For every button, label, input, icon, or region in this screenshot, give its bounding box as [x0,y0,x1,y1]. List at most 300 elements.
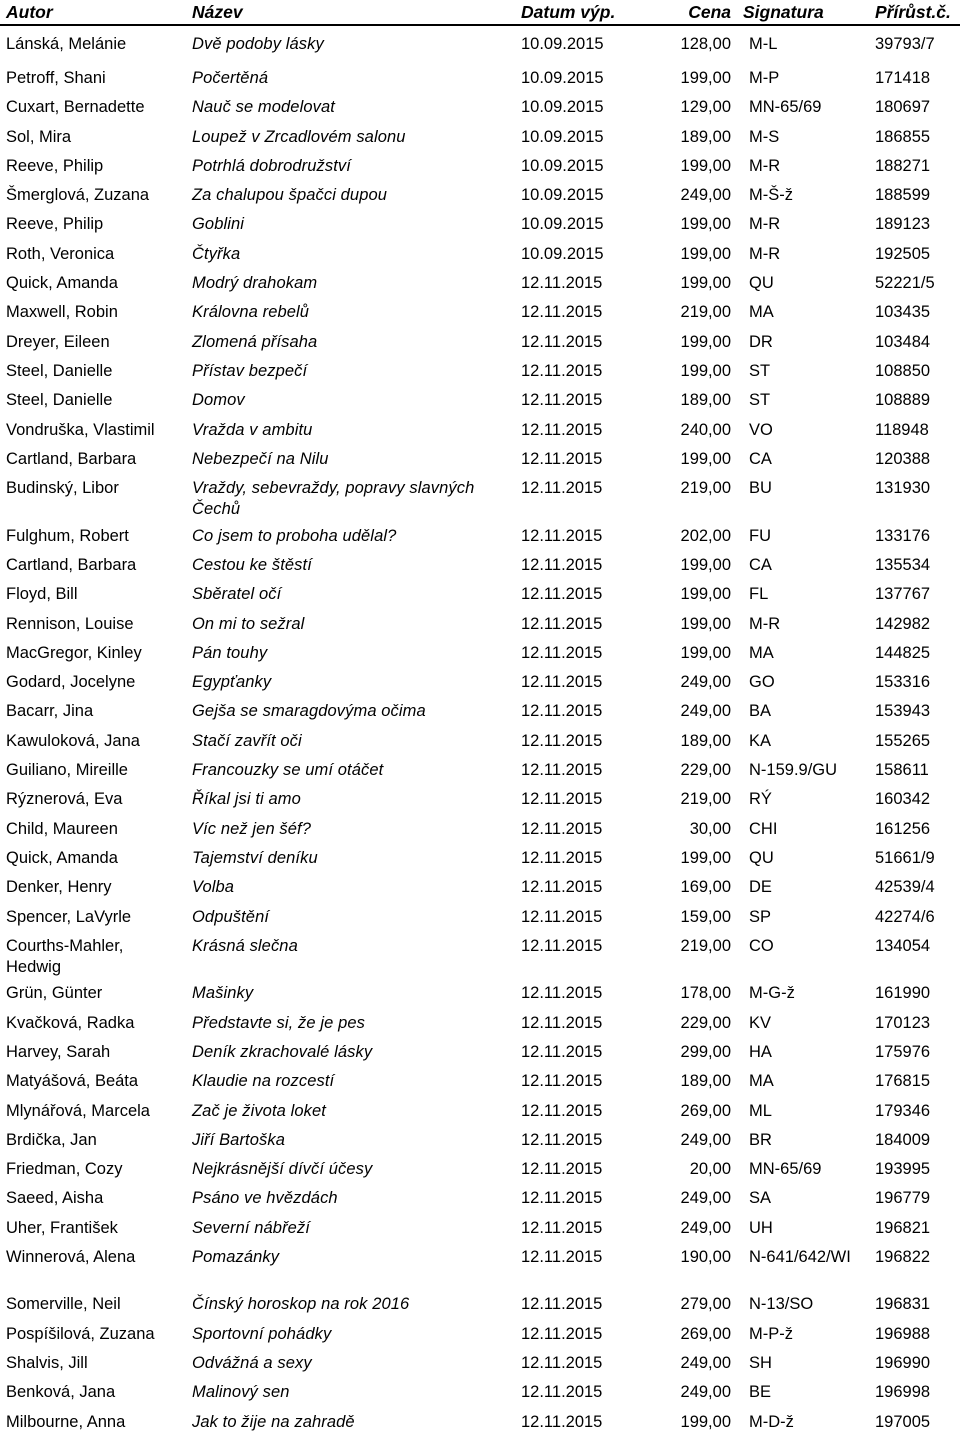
cell-signatura: BA [749,702,772,721]
table-row [0,641,960,670]
cell-signatura: SP [749,907,772,926]
table-row [0,1410,960,1439]
cell-nazev: Domov [192,391,245,410]
cell-cena: 229,00 [680,1013,731,1032]
cell-prirust: 186855 [875,127,931,146]
cell-autor: Benková, Jana [6,1383,116,1402]
cell-autor: Reeve, Philip [6,215,104,234]
cell-datum: 12.11.2015 [521,1189,603,1208]
cell-cena: 199,00 [680,555,731,574]
cell-datum: 12.11.2015 [521,702,603,721]
table-row [0,787,960,816]
cell-prirust: 137767 [875,585,931,604]
cell-nazev: Francouzky se umí otáčet [192,761,384,780]
cell-autor: Fulghum, Robert [6,526,129,545]
cell-cena: 199,00 [680,156,731,175]
cell-cena: 249,00 [680,1354,731,1373]
cell-signatura: ST [749,391,771,410]
cell-datum: 12.11.2015 [521,819,603,838]
cell-cena: 249,00 [680,673,731,692]
cell-signatura: M-P [749,69,780,87]
cell-autor: Reeve, Philip [6,156,104,175]
cell-autor: Spencer, LaVyrle [6,907,132,926]
cell-prirust: 134054 [875,936,931,955]
cell-nazev: Co jsem to proboha udělal? [192,526,397,545]
cell-prirust: 196831 [875,1295,931,1314]
cell-cena: 128,00 [680,35,731,53]
table-row [0,95,960,124]
header-autor: Autor [0,0,186,25]
cell-datum: 10.09.2015 [521,69,604,87]
cell-datum: 12.11.2015 [521,1412,603,1431]
cell-signatura: QU [749,848,774,867]
cell-prirust: 160342 [875,790,931,809]
table-row [0,447,960,476]
cell-signatura: M-D-ž [749,1412,794,1431]
cell-nazev: Egypťanky [192,673,272,692]
cell-cena: 249,00 [680,1189,731,1208]
cell-signatura: BU [749,479,772,498]
cell-nazev: Krásná slečna [192,936,298,955]
cell-nazev: Klaudie na rozcestí [192,1072,335,1091]
header-signatura: Signatura [737,0,857,25]
cell-autor: Steel, Danielle [6,391,113,410]
cell-prirust: 180697 [875,98,931,117]
cell-cena: 199,00 [680,585,731,604]
table-row [0,1128,960,1157]
header-row [0,0,960,25]
cell-signatura: FU [749,526,771,545]
cell-datum: 12.11.2015 [521,1130,603,1149]
cell-autor: Sol, Mira [6,127,72,146]
cell-cena: 199,00 [680,361,731,380]
cell-cena: 178,00 [680,984,731,1003]
cell-autor: Roth, Veronica [6,244,115,263]
cell-nazev: Dvě podoby lásky [192,35,324,53]
cell-autor: MacGregor, Kinley [6,643,142,662]
cell-nazev: Zlomená přísaha [192,332,318,351]
cell-signatura: QU [749,274,774,293]
cell-signatura: RÝ [749,790,772,809]
cell-prirust: 193995 [875,1160,931,1179]
cell-prirust: 144825 [875,643,931,662]
cell-cena: 189,00 [680,127,731,146]
cell-nazev: Nebezpečí na Nilu [192,449,329,468]
cell-nazev: Přístav bezpečí [192,361,308,380]
cell-cena: 189,00 [680,391,731,410]
cell-datum: 12.11.2015 [521,1354,603,1373]
table-row [0,981,960,1010]
cell-prirust: 133176 [875,526,931,545]
table-header [0,0,960,25]
cell-nazev: Jak to žije na zahradě [192,1412,355,1431]
cell-cena: 129,00 [680,98,731,117]
table-row [0,1011,960,1040]
cell-signatura: MA [749,303,774,322]
cell-prirust: 196821 [875,1218,931,1237]
cell-prirust: 108889 [875,391,931,410]
cell-autor: Godard, Jocelyne [6,673,136,692]
cell-autor: Kvačková, Radka [6,1013,135,1032]
cell-datum: 12.11.2015 [521,420,603,439]
table-row [0,1292,960,1321]
header-nazev: Název [186,0,515,25]
cell-prirust: 108850 [875,361,931,380]
cell-datum: 10.09.2015 [521,35,604,53]
cell-signatura: GO [749,673,775,692]
cell-nazev: Říkal jsi ti amo [192,790,301,809]
cell-cena: 249,00 [680,1218,731,1237]
cell-datum: 12.11.2015 [521,848,603,867]
cell-cena: 219,00 [680,790,731,809]
cell-datum: 12.11.2015 [521,555,603,574]
cell-signatura: CHI [749,819,778,838]
table-row [0,875,960,904]
cell-prirust: 153943 [875,702,931,721]
table-row [0,582,960,611]
cell-prirust: 196779 [875,1189,931,1208]
cell-nazev: Goblini [192,215,245,234]
cell-cena: 190,00 [680,1247,731,1266]
cell-autor: Somerville, Neil [6,1295,121,1314]
cell-datum: 12.11.2015 [521,936,603,955]
cell-signatura: MA [749,643,774,662]
cell-signatura: M-R [749,614,781,633]
table-row [0,934,960,982]
table-row [0,1069,960,1098]
cell-prirust: 120388 [875,449,931,468]
cell-datum: 12.11.2015 [521,1324,603,1343]
cell-signatura: CA [749,555,772,574]
cell-nazev: Pán touhy [192,643,268,662]
cell-autor: Winnerová, Alena [6,1247,136,1266]
cell-signatura: N-13/SO [749,1295,814,1314]
table-row [0,1186,960,1215]
cell-prirust: 103435 [875,303,931,322]
cell-signatura: M-P-ž [749,1324,793,1343]
cell-cena: 249,00 [680,1130,731,1149]
cell-signatura: SA [749,1189,772,1208]
table-row [0,388,960,417]
cell-autor: Maxwell, Robin [6,303,118,322]
cell-datum: 12.11.2015 [521,1101,603,1120]
cell-datum: 12.11.2015 [521,585,603,604]
cell-signatura: M-Š-ž [749,186,793,205]
cell-prirust: 158611 [875,761,929,780]
cell-cena: 199,00 [680,614,731,633]
cell-cena: 169,00 [680,878,731,897]
cell-cena: 219,00 [680,936,731,955]
cell-nazev: Královna rebelů [192,303,310,322]
cell-nazev: Počertěná [192,69,269,87]
table-body [0,25,960,1439]
cell-autor: Pospíšilová, Zuzana [6,1324,155,1343]
cell-cena: 299,00 [680,1042,731,1061]
cell-autor: Cartland, Barbara [6,555,137,574]
cell-autor: Rennison, Louise [6,614,134,633]
table-row [0,1099,960,1128]
cell-autor: Vondruška, Vlastimil [6,420,155,439]
cell-autor: Lánská, Melánie [6,35,127,53]
cell-nazev: Čtyřka [192,244,241,263]
cell-cena: 199,00 [680,215,731,234]
cell-prirust: 52221/5 [875,274,935,293]
cell-nazev: Sběratel očí [192,585,282,604]
cell-datum: 10.09.2015 [521,156,604,175]
cell-cena: 199,00 [680,274,731,293]
table-row [0,212,960,241]
cell-autor: Denker, Henry [6,878,112,897]
cell-cena: 249,00 [680,702,731,721]
cell-nazev: Zač je života loket [192,1101,326,1120]
cell-prirust: 155265 [875,731,931,750]
cell-datum: 12.11.2015 [521,303,603,322]
cell-prirust: 170123 [875,1013,931,1032]
table-row [0,905,960,934]
cell-nazev: Za chalupou špačci dupou [192,186,388,205]
table-row [0,300,960,329]
cell-nazev: Loupež v Zrcadlovém salonu [192,127,406,146]
cell-autor: Guiliano, Mireille [6,761,128,780]
cell-cena: 219,00 [680,303,731,322]
cell-signatura: DE [749,878,772,897]
cell-signatura: CA [749,449,772,468]
cell-cena: 199,00 [680,848,731,867]
cell-autor: Rýznerová, Eva [6,790,123,809]
cell-autor: Steel, Danielle [6,361,113,380]
cell-cena: 199,00 [680,1412,731,1431]
cell-datum: 12.11.2015 [521,526,603,545]
cell-datum: 12.11.2015 [521,274,603,293]
table-row [0,271,960,300]
cell-prirust: 196998 [875,1383,931,1402]
cell-prirust: 135534 [875,555,931,574]
cell-datum: 12.11.2015 [521,614,603,633]
cell-cena: 269,00 [680,1101,731,1120]
cell-cena: 240,00 [680,420,731,439]
cell-nazev: Mašinky [192,984,254,1003]
table-row [0,553,960,582]
table-row [0,359,960,388]
cell-cena: 199,00 [680,332,731,351]
table-row [0,1380,960,1409]
table-row [0,846,960,875]
cell-autor: Shalvis, Jill [6,1354,88,1373]
cell-datum: 12.11.2015 [521,332,603,351]
cell-prirust: 179346 [875,1101,931,1120]
table-row [0,25,960,66]
cell-autor: Floyd, Bill [6,585,78,604]
cell-autor: Cartland, Barbara [6,449,137,468]
cell-nazev: Severní nábřeží [192,1218,310,1237]
cell-autor: Saeed, Aisha [6,1189,104,1208]
cell-nazev: Vražda v ambitu [192,420,313,439]
table-row [0,524,960,553]
cell-datum: 12.11.2015 [521,479,603,498]
cell-nazev: Gejša se smaragdovýma očima [192,702,426,721]
cell-datum: 12.11.2015 [521,1295,603,1314]
cell-nazev: Čínský horoskop na rok 2016 [192,1295,410,1314]
cell-autor: Harvey, Sarah [6,1042,111,1061]
table-row [0,66,960,95]
cell-autor: Mlynářová, Marcela [6,1101,150,1120]
header-datum: Datum výp. [515,0,625,25]
cell-autor: Quick, Amanda [6,848,118,867]
cell-datum: 12.11.2015 [521,1042,603,1061]
cell-autor: Uher, František [6,1218,118,1237]
cell-datum: 10.09.2015 [521,186,604,205]
cell-datum: 10.09.2015 [521,98,604,117]
header-prirust: Přírůst.č. [857,0,960,25]
cell-autor: Petroff, Shani [6,69,106,87]
cell-prirust: 197005 [875,1412,931,1431]
cell-datum: 12.11.2015 [521,1383,603,1402]
cell-cena: 279,00 [680,1295,731,1314]
cell-signatura: M-R [749,244,781,263]
cell-prirust: 103484 [875,332,931,351]
table-row [0,670,960,699]
cell-prirust: 188271 [875,156,931,175]
cell-cena: 202,00 [680,526,731,545]
cell-datum: 12.11.2015 [521,643,603,662]
cell-prirust: 196990 [875,1354,931,1373]
cell-prirust: 131930 [875,479,931,498]
cell-autor: Courths-Mahler, Hedwig [6,936,124,976]
cell-autor: Budinský, Libor [6,479,119,498]
header-cena: Cena [625,0,737,25]
cell-datum: 12.11.2015 [521,878,603,897]
cell-autor: Cuxart, Bernadette [6,98,145,117]
table-row [0,612,960,641]
cell-prirust: 39793/7 [875,35,935,53]
cell-nazev: Sportovní pohádky [192,1324,332,1343]
cell-signatura: DR [749,332,773,351]
cell-nazev: Vraždy, sebevraždy, popravy slavných Čechů [192,479,475,519]
table-row [0,758,960,787]
cell-prirust: 188599 [875,186,931,205]
cell-datum: 10.09.2015 [521,215,604,234]
cell-nazev: Představte si, že je pes [192,1013,365,1032]
cell-cena: 229,00 [680,761,731,780]
cell-cena: 199,00 [680,643,731,662]
cell-signatura: N-641/642/WI [749,1247,851,1266]
cell-cena: 189,00 [680,731,731,750]
cell-cena: 159,00 [680,907,731,926]
cell-datum: 12.11.2015 [521,673,603,692]
table-row [0,1245,960,1293]
cell-signatura: MN-65/69 [749,1160,822,1179]
cell-signatura: CO [749,936,774,955]
cell-signatura: M-R [749,215,781,234]
cell-nazev: Modrý drahokam [192,274,318,293]
cell-signatura: HA [749,1042,772,1061]
cell-datum: 12.11.2015 [521,907,603,926]
cell-autor: Quick, Amanda [6,274,118,293]
cell-nazev: Malinový sen [192,1383,290,1402]
cell-nazev: Cestou ke štěstí [192,555,312,574]
cell-signatura: VO [749,420,773,439]
cell-nazev: Pomazánky [192,1247,280,1266]
cell-signatura: M-L [749,35,778,53]
cell-signatura: FL [749,585,769,604]
table-row [0,183,960,212]
table-row [0,476,960,524]
cell-nazev: Jiří Bartoška [192,1130,285,1149]
cell-cena: 189,00 [680,1072,731,1091]
cell-autor: Brdička, Jan [6,1130,97,1149]
cell-datum: 12.11.2015 [521,449,603,468]
cell-datum: 10.09.2015 [521,244,604,263]
cell-prirust: 142982 [875,614,931,633]
cell-nazev: Odpuštění [192,907,270,926]
cell-autor: Grün, Günter [6,984,103,1003]
cell-autor: Dreyer, Eileen [6,332,110,351]
cell-datum: 12.11.2015 [521,1013,603,1032]
table-row [0,418,960,447]
cell-prirust: 176815 [875,1072,931,1091]
cell-signatura: KV [749,1013,772,1032]
cell-signatura: BE [749,1383,772,1402]
table-row [0,699,960,728]
table-row [0,125,960,154]
cell-datum: 12.11.2015 [521,984,603,1003]
cell-prirust: 42539/4 [875,878,935,897]
cell-cena: 199,00 [680,449,731,468]
cell-prirust: 51661/9 [875,848,935,867]
cell-signatura: SH [749,1354,772,1373]
cell-nazev: Stačí zavřít oči [192,731,302,750]
cell-signatura: M-S [749,127,780,146]
cell-prirust: 175976 [875,1042,931,1061]
cell-nazev: Tajemství deníku [192,848,318,867]
cell-cena: 249,00 [680,1383,731,1402]
cell-prirust: 171418 [875,69,931,87]
cell-autor: Matyášová, Beáta [6,1072,139,1091]
cell-prirust: 42274/6 [875,907,935,926]
cell-datum: 12.11.2015 [521,1072,603,1091]
cell-datum: 12.11.2015 [521,731,603,750]
table-row [0,1157,960,1186]
cell-autor: Milbourne, Anna [6,1412,126,1431]
cell-signatura: ST [749,361,771,380]
table-row [0,1040,960,1069]
cell-prirust: 161256 [875,819,931,838]
cell-nazev: On mi to sežral [192,614,305,633]
cell-datum: 10.09.2015 [521,127,604,146]
cell-cena: 249,00 [680,186,731,205]
cell-datum: 12.11.2015 [521,391,603,410]
cell-nazev: Odvážná a sexy [192,1354,312,1373]
cell-signatura: ML [749,1101,772,1120]
cell-autor: Friedman, Cozy [6,1160,123,1179]
cell-prirust: 192505 [875,244,931,263]
cell-cena: 30,00 [689,819,731,838]
cell-autor: Kawuloková, Jana [6,731,140,750]
cell-prirust: 189123 [875,215,931,234]
table-row [0,1216,960,1245]
cell-prirust: 118948 [875,420,929,439]
cell-prirust: 184009 [875,1130,931,1149]
cell-nazev: Nejkrásnější dívčí účesy [192,1160,373,1179]
cell-signatura: MN-65/69 [749,98,822,117]
cell-signatura: M-G-ž [749,984,795,1003]
table-row [0,154,960,183]
cell-datum: 12.11.2015 [521,1247,603,1266]
cell-signatura: UH [749,1218,773,1237]
table-row [0,330,960,359]
table-row [0,1351,960,1380]
cell-signatura: M-R [749,156,781,175]
